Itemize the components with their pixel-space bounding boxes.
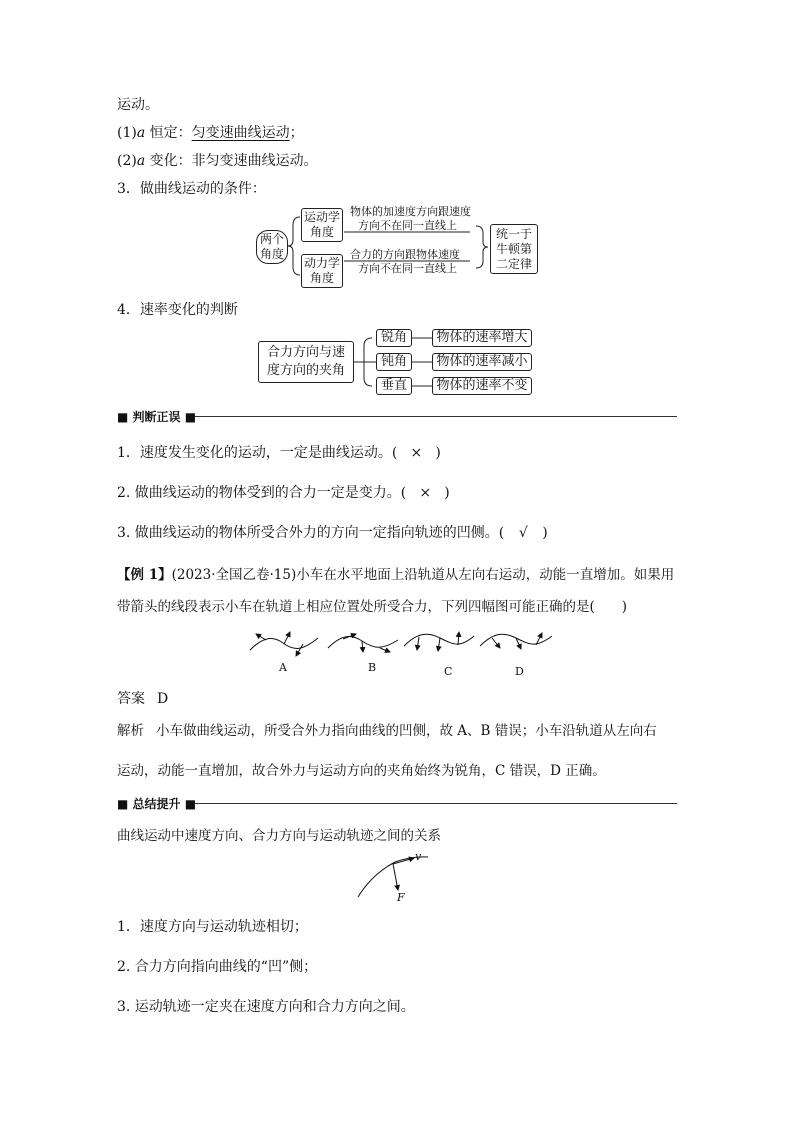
example-tag: 【例 1】	[117, 567, 172, 583]
angle-obtuse-box: 钝角	[376, 353, 412, 371]
judge-item-1-close: )	[435, 445, 441, 461]
judge-item-2-text: 2. 做曲线运动的物体受到的合力一定是变力。(	[117, 485, 407, 501]
speed-decrease-box: 物体的速率减小	[432, 353, 532, 371]
analysis-label: 解析	[117, 723, 144, 739]
newton-law-box: 统一于牛顿第二定律	[490, 224, 538, 274]
option-d-label: D	[515, 665, 524, 678]
speed-root-line-1: 合力方向与速	[266, 345, 345, 360]
kinematics-box: 运动学角度	[301, 208, 343, 242]
section-summary-title: ■ 总结提升 ■	[117, 797, 197, 811]
intro-line-2-prefix: (2)	[117, 153, 137, 169]
force-label: F	[397, 891, 405, 904]
analysis-text-1: 小车做曲线运动，所受合外力指向曲线的凹侧，故 A、B 错误；小车沿轨道从左向右	[156, 723, 657, 739]
summary-intro: 曲线运动中速度方向、合力方向与运动轨迹之间的关系	[117, 828, 441, 844]
judge-item-3-mark: √	[518, 525, 528, 541]
kinematics-text-1: 物体的加速度方向跟速度	[350, 205, 471, 218]
analysis-line-2: 运动，动能一直增加，故合外力与运动方向的夹角始终为锐角，C 错误，D 正确。	[117, 763, 606, 779]
judge-item-2-close: )	[444, 485, 450, 501]
judge-item-1-mark: ×	[410, 445, 423, 461]
speed-root-line-2: 度方向的夹角	[266, 363, 345, 378]
var-a: a	[136, 153, 146, 169]
option-a-label: A	[279, 661, 287, 674]
speed-increase-box: 物体的速率增大	[432, 329, 532, 347]
heading-4: 4．速率变化的判断	[117, 302, 238, 318]
section-summary-title-text: 总结提升	[132, 797, 181, 811]
answer-label: 答案	[117, 691, 145, 707]
judge-item-3-close: )	[542, 525, 548, 541]
summary-item-3: 3. 运动轨迹一定夹在速度方向和合力方向之间。	[117, 999, 415, 1015]
section-judge-title-text: 判断正误	[132, 410, 181, 424]
summary-item-1: 1．速度方向与运动轨迹相切；	[117, 919, 308, 935]
var-a: a	[136, 125, 146, 141]
heading-3: 3．做曲线运动的条件：	[117, 181, 266, 197]
uniform-curve-link: 匀变速曲线运动	[191, 125, 290, 141]
dynamics-box: 动力学角度	[301, 254, 343, 288]
speed-constant-box: 物体的速率不变	[432, 377, 532, 395]
intro-line-1-suffix: ；	[289, 125, 304, 141]
kinematics-text-2: 方向不在同一直线上	[358, 219, 457, 232]
judge-item-3-text: 3. 做曲线运动的物体所受合外力的方向一定指向轨迹的凹侧。(	[117, 525, 505, 541]
dynamics-text-1: 合力的方向跟物体速度	[350, 248, 460, 261]
judge-item-1-text: 1．速度发生变化的运动，一定是曲线运动。(	[117, 445, 398, 461]
dynamics-text-2: 方向不在同一直线上	[358, 262, 457, 275]
example-text-1: 小车在水平地面上沿轨道从左向右运动，动能一直增加。如果用	[296, 567, 675, 583]
intro-line-1-mid: 恒定：	[145, 125, 192, 141]
angle-right-box: 垂直	[376, 377, 412, 395]
option-b-label: B	[368, 661, 377, 674]
example-line-2: 带箭头的线段表示小车在轨道上相应位置处所受合力，下列四幅图可能正确的是( )	[117, 599, 628, 615]
intro-line-2-mid: 变化：非匀变速曲线运动。	[145, 153, 318, 169]
two-angles-box: 两个角度	[256, 230, 288, 264]
option-c-label: C	[444, 665, 453, 678]
answer-value: D	[157, 691, 169, 707]
angle-acute-box: 锐角	[376, 329, 412, 347]
velocity-label: v	[415, 850, 422, 863]
intro-line-0: 运动。	[117, 97, 159, 113]
intro-line-1-prefix: (1)	[117, 125, 137, 141]
example-source: (2023·全国乙卷·15)	[171, 567, 297, 583]
judge-item-2-mark: ×	[419, 485, 432, 501]
section-judge-title: ■ 判断正误 ■	[117, 410, 197, 424]
summary-item-2: 2. 合力方向指向曲线的“凹”侧；	[117, 959, 318, 975]
